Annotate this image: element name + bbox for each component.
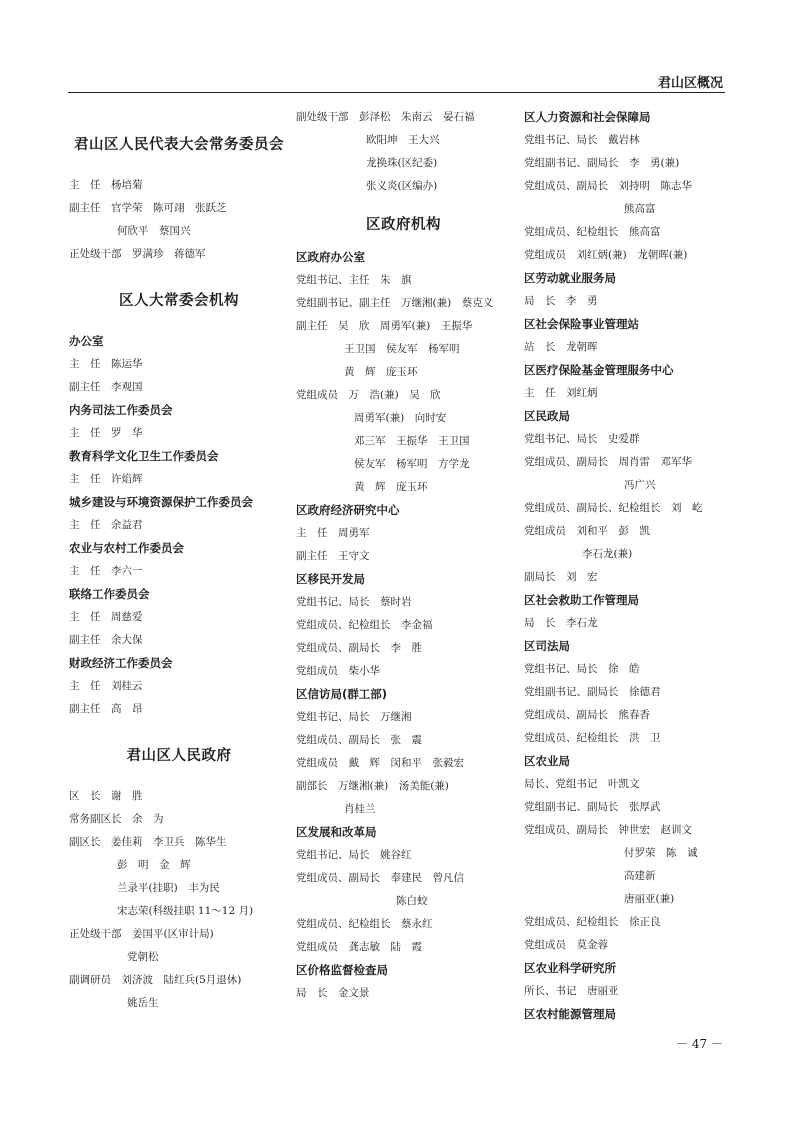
list-item: 主 任 杨培菊 — [69, 179, 143, 191]
org-heading: 区社会救助工作管理局 — [524, 593, 639, 607]
list-item: 副区长 姜佳莉 李卫兵 陈华生 — [69, 836, 227, 848]
org-heading: 区农业局 — [524, 754, 570, 768]
org-heading: 区民政局 — [524, 409, 570, 423]
list-item: 党组成员 莫金蓉 — [524, 939, 608, 951]
org-heading: 内务司法工作委员会 — [69, 403, 173, 417]
list-item: 副局长 刘 宏 — [524, 571, 598, 583]
list-item: 党组成员、副局长、纪检组长 刘 屹 — [524, 502, 703, 514]
list-item: 主 任 周慈爱 — [69, 611, 143, 623]
list-item: 主 任 罗 华 — [69, 427, 143, 439]
list-item: 党组成员、纪检组长 李金福 — [296, 619, 433, 631]
list-item: 局 长 李 勇 — [524, 295, 598, 307]
running-title: 君山区概况 — [657, 76, 723, 91]
list-item: 副主任 高 昂 — [69, 703, 143, 715]
org-heading: 区司法局 — [524, 639, 570, 653]
org-heading: 教育科学文化卫生工作委员会 — [69, 449, 219, 463]
list-item: 彭 明 金 辉 — [117, 859, 191, 871]
list-item: 站 长 龙朝晖 — [524, 341, 598, 353]
list-item: 党组成员、副局长 钟世宏 赵训文 — [524, 824, 692, 836]
list-item: 党组成员、纪检组长 熊高富 — [524, 226, 661, 238]
list-item: 欧阳坤 王大兴 — [366, 134, 440, 146]
list-item: 党组副书记、副局长 张厚武 — [524, 801, 661, 813]
list-item: 党组副书记、副局长 李 勇(兼) — [524, 157, 680, 169]
list-item: 肖桂兰 — [344, 803, 376, 815]
list-item: 高建新 — [624, 870, 656, 882]
list-item: 局长、党组书记 叶凯文 — [524, 778, 640, 790]
list-item: 党组书记、局长 徐 皓 — [524, 663, 640, 675]
list-item: 李石龙(兼) — [582, 548, 633, 560]
list-item: 局 长 金文景 — [296, 987, 370, 999]
org-heading: 区信访局(群工部) — [296, 687, 388, 701]
org-heading: 办公室 — [69, 334, 104, 348]
org-heading: 区社会保险事业管理站 — [524, 317, 639, 331]
list-item: 党组书记、局长 万继湘 — [296, 711, 412, 723]
list-item: 正处级干部 罗满珍 蒋德军 — [69, 248, 206, 260]
list-item: 龙换珠(区纪委) — [366, 157, 438, 169]
list-item: 主 任 陈运华 — [69, 358, 143, 370]
list-item: 主 任 刘桂云 — [69, 680, 143, 692]
list-item: 兰录平(挂职) 丰为民 — [117, 882, 220, 894]
list-item: 党组成员、副局长 熊春香 — [524, 709, 650, 721]
list-item: 党组成员 刘红炳(兼) 龙朝晖(兼) — [524, 249, 688, 261]
section-title-gov-bodies: 区政府机构 — [366, 216, 441, 233]
section-title-standing-committee: 君山区人民代表大会常务委员会 — [74, 136, 284, 153]
list-item: 主 任 李六一 — [69, 565, 143, 577]
list-item: 党组书记、局长 戴岩林 — [524, 134, 640, 146]
list-item: 党组成员 龚志敏 陆 霞 — [296, 941, 422, 953]
list-item: 正处级干部 姜国平(区审计局) — [69, 928, 214, 940]
list-item: 付罗荣 陈 诚 — [624, 847, 698, 859]
list-item: 党组成员、纪检组长 洪 卫 — [524, 732, 661, 744]
section-title-committee-bodies: 区人大常委会机构 — [119, 292, 239, 309]
list-item: 副处级干部 彭泽松 朱南云 晏石福 — [296, 111, 475, 123]
org-heading: 农业与农村工作委员会 — [69, 541, 184, 555]
org-heading: 区医疗保险基金管理服务中心 — [524, 363, 674, 377]
org-heading: 区移民开发局 — [296, 572, 365, 586]
org-heading: 区政府经济研究中心 — [296, 503, 400, 517]
page-number: － 47 － — [676, 1037, 723, 1051]
list-item: 侯友军 杨军明 方学龙 — [354, 458, 470, 470]
list-item: 副主任 官学荣 陈可翊 张跃芝 — [69, 202, 227, 214]
org-heading: 区人力资源和社会保障局 — [524, 110, 651, 124]
list-item: 常务副区长 余 为 — [69, 813, 164, 825]
list-item: 副调研员 刘济波 陆红兵(5月退休) — [69, 974, 242, 986]
list-item: 宋志荣(科级挂职 11～12 月) — [117, 905, 254, 917]
list-item: 党组成员 万 浩(兼) 吴 欣 — [296, 389, 441, 401]
list-item: 熊高富 — [624, 203, 656, 215]
list-item: 局 长 李石龙 — [524, 617, 598, 629]
list-item: 党组成员 刘和平 彭 凯 — [524, 525, 650, 537]
list-item: 党组副书记、副局长 徐德君 — [524, 686, 661, 698]
list-item: 副部长 万继湘(兼) 汤美能(兼) — [296, 780, 449, 792]
list-item: 唐丽亚(兼) — [624, 893, 675, 905]
list-item: 党组成员、副局长 周肖雷 邓军华 — [524, 456, 692, 468]
list-item: 何欣平 蔡国兴 — [117, 225, 191, 237]
list-item: 党组书记、主任 朱 旗 — [296, 274, 412, 286]
list-item: 党组书记、局长 史爱群 — [524, 433, 640, 445]
list-item: 张义炎(区编办) — [366, 180, 438, 192]
list-item: 副主任 吴 欣 周勇军(兼) 王振华 — [296, 320, 473, 332]
org-heading: 联络工作委员会 — [69, 587, 150, 601]
list-item: 党组成员、副局长 刘持明 陈志华 — [524, 180, 692, 192]
list-item: 副主任 余大保 — [69, 634, 143, 646]
list-item: 陈白蛟 — [396, 895, 428, 907]
list-item: 党组书记、局长 姚谷红 — [296, 849, 412, 861]
org-heading: 区农业科学研究所 — [524, 961, 616, 975]
list-item: 周勇军(兼) 向时安 — [354, 412, 447, 424]
list-item: 主 任 刘红炳 — [524, 387, 598, 399]
list-item: 黄 辉 庞玉环 — [354, 481, 428, 493]
org-heading: 区劳动就业服务局 — [524, 271, 616, 285]
list-item: 党组书记、局长 蔡时岩 — [296, 596, 412, 608]
list-item: 党组成员、副局长 李 胜 — [296, 642, 422, 654]
list-item: 党朝松 — [127, 951, 159, 963]
list-item: 副主任 王守文 — [296, 550, 370, 562]
org-heading: 城乡建设与环境资源保护工作委员会 — [69, 495, 253, 509]
list-item: 党组成员、纪检组长 徐正良 — [524, 916, 661, 928]
column-1 — [69, 106, 289, 1015]
header-rule — [68, 92, 725, 93]
list-item: 党组成员、副局长 张 震 — [296, 734, 422, 746]
org-heading: 区价格监督检查局 — [296, 963, 388, 977]
list-item: 党组成员 戴 辉 闵和平 张毅宏 — [296, 757, 464, 769]
list-item: 邓三军 王振华 王卫国 — [354, 435, 470, 447]
list-item: 党组成员、纪检组长 蔡永红 — [296, 918, 433, 930]
list-item: 主 任 许焰辉 — [69, 473, 143, 485]
list-item: 党组成员、副局长 奉建民 曾凡信 — [296, 872, 464, 884]
section-title-government: 君山区人民政府 — [126, 747, 232, 764]
org-heading: 区政府办公室 — [296, 250, 365, 264]
list-item: 黄 辉 庞玉环 — [344, 366, 418, 378]
list-item: 冯广兴 — [624, 479, 656, 491]
list-item: 所长、书记 唐丽亚 — [524, 985, 619, 997]
list-item: 副主任 李观国 — [69, 381, 143, 393]
list-item: 主 任 余益君 — [69, 519, 143, 531]
org-heading: 区农村能源管理局 — [524, 1007, 616, 1021]
org-heading: 财政经济工作委员会 — [69, 656, 173, 670]
list-item: 党组成员 柴小华 — [296, 665, 380, 677]
list-item: 区 长 谢 胜 — [69, 790, 143, 802]
list-item: 党组副书记、副主任 万继湘(兼) 蔡克义 — [296, 297, 494, 309]
column-3 — [524, 106, 736, 1026]
list-item: 王卫国 侯友军 杨军明 — [344, 343, 460, 355]
column-2 — [296, 106, 511, 1005]
org-heading: 区发展和改革局 — [296, 825, 377, 839]
list-item: 主 任 周勇军 — [296, 527, 370, 539]
list-item: 姚岳生 — [127, 997, 159, 1009]
